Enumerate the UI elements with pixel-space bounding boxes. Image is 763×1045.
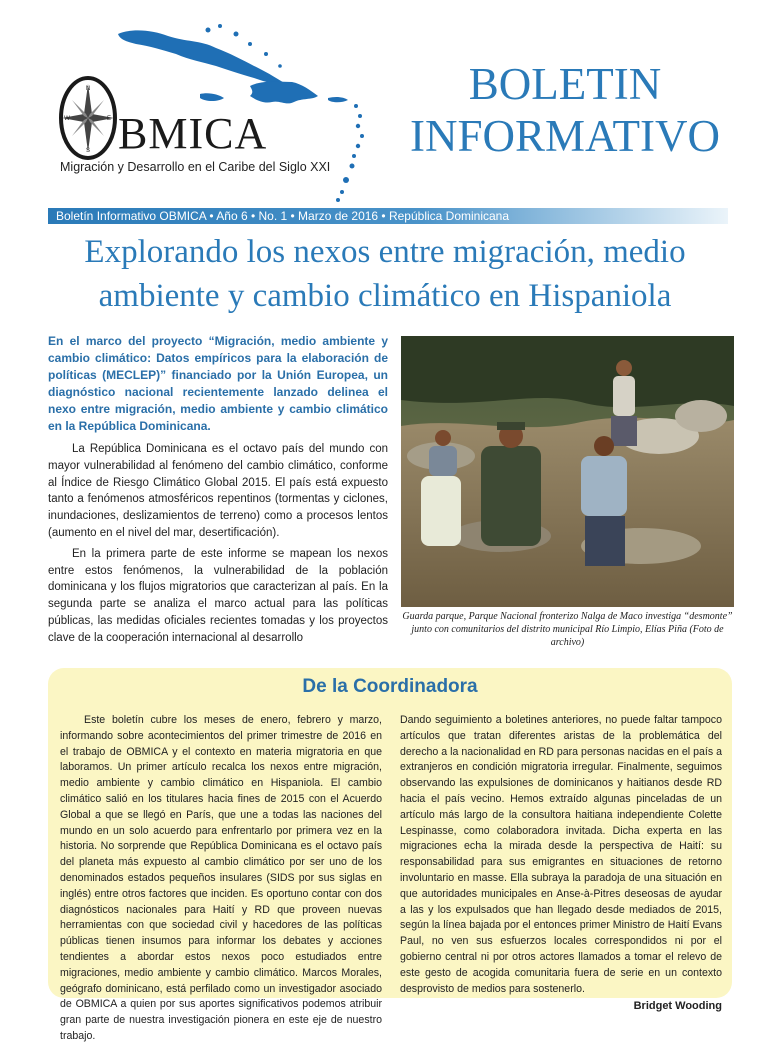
body-paragraph: La República Dominicana es el octavo país del mundo con mayor vulnerabilidad al fenómeno del cambio climático, conforme al Índice de Riesgo Climático Global 2015. El país está expuesto tanto a fenómenos atmosféricos repentinos (tormentas y ciclones, inundaciones, deslizamientos de terreno) como a procesos lentos (aumento en el nivel del mar, desertificación). bbox=[48, 443, 388, 539]
body-paragraph: En la primera parte de este informe se mapean los nexos entre estos fenómenos, la vulnerabilidad de la población dominicana y los flujos migratorios que caracterizan al país. En la segunda parte se analiza el marco actual para las políticas públicas, las medidas oficiales recientes tomadas y los proyectos clave de la cooperación internacional al desarrollo bbox=[48, 547, 388, 644]
compass-n: N bbox=[85, 86, 91, 92]
compass-w: W bbox=[64, 116, 70, 122]
coordinadora-signature: Bridget Wooding bbox=[633, 1000, 722, 1013]
coordinadora-box bbox=[48, 668, 732, 1042]
logo bbox=[40, 20, 370, 210]
article-headline: Explorando los nexos entre migración, medio ambiente y cambio climático en Hispaniola bbox=[84, 234, 686, 314]
masthead-title bbox=[390, 58, 740, 162]
logo-tagline: Migración y Desarrollo en el Caribe del Siglo XXI bbox=[60, 160, 331, 174]
logo-wordmark: BMICA bbox=[118, 109, 268, 158]
coordinadora-paragraph: Dando seguimiento a boletines anteriores, no puede faltar tampoco artículos que tratan diferentes aristas de la problemática del derecho a la nacionalidad en RD para personas nacidas en el país a extranjeros en condición migratoria irregular. Finalmente, seguimos observando las expulsiones de dominicanos y haitianos desde RD hacia el país vecino. Hemos extraído algunas pinceladas de un artículo más largo de la consultora haitiana independiente Colette Lespinasse, como colaboradora invitada. Dicha experta en las migraciones echa la mirada desde la perspectiva de Haití: su responsabilidad para sus emigrantes en situaciones de retorno involuntario en masse. Ella subraya la paradoja de una situación en que autoridades municipales en Anse-à-Pitres deseosas de ayudar a las y los expulsados que han llegado desde mediados de 2015, según la línea bajada por el entonces primer Ministro de Haití Evans Paul, no ven sus esfuerzos locales correspondidos ni por el gobierno central ni por otros actores llamados a tomar el relevo de este gesto de acogida comunitaria fuera de serie en un contexto desprovisto de medios para sostenerlo. bbox=[400, 714, 722, 995]
compass-s: S bbox=[85, 148, 91, 154]
masthead-line-1: BOLETIN bbox=[468, 59, 662, 109]
compass-e: E bbox=[106, 116, 112, 122]
coordinadora-right-column bbox=[400, 713, 722, 1015]
issue-bar: Boletín Informativo OBMICA • Año 6 • No. 1 • Marzo de 2016 • República Dominicana bbox=[48, 208, 728, 224]
article-photo bbox=[401, 336, 734, 607]
photo-caption: Guarda parque, Parque Nacional fronterizo Nalga de Maco investiga “desmonte” junto con comunitarios del distrito municipal Río Limpio, Elías Piña (Foto de archivo) bbox=[402, 611, 733, 648]
photo-illustration bbox=[401, 336, 734, 607]
coordinadora-left-column bbox=[60, 713, 382, 1045]
masthead-line-2: INFORMATIVO bbox=[409, 111, 720, 161]
coordinadora-paragraph: Este boletín cubre los meses de enero, febrero y marzo, informando sobre acontecimientos del primer trimestre de 2016 en el trabajo de OBMICA y el contexto en materia migratoria en que laboramos. Un primer artículo recalca los nexos entre migración, medio ambiente y cambio climático en Hispaniola. El cambio climático salió en los titulares hacia fines de 2015 con el Acuerdo Global a que se llegó en París, que une a todas las naciones del mundo en un solo acuerdo para enfrentarlo por primera vez en la historia. No sorprende que República Dominicana es el octavo país del planeta más expuesto al cambio climático por ser uno de los denominados estados pequeños insulares (SIDS por sus siglas en inglés) entre otros factores que inciden. Es oportuno contar con dos diagnósticos nacionales para Haití y RD que proveen nuevas herramientas con que sociedad civil y hacedores de las políticas públicas tienen insumos para informar los debates y acciones tendientes a abordar estos nexos poco estudiados entre migraciones, medio ambiente y cambio climático. Marcos Morales, geógrafo dominicano, está perfilado como un investigador asociado de OBMICA a quien por sus aportes significativos podemos atribuir gran parte de nuestra investigación pionera en este eje de nuestro trabajo. bbox=[60, 714, 382, 1042]
article-lead: En el marco del proyecto “Migración, medio ambiente y cambio climático: Datos empíricos para la elaboración de políticas (MECLEP)” financiado por la Unión Europea, un diagnóstico nacional recientemente lanzado delinea el nexo entre migración, medio ambiente y cambio climático en la República Dominicana. bbox=[48, 334, 388, 433]
coordinadora-title: De la Coordinadora bbox=[302, 676, 478, 697]
article-body bbox=[48, 441, 388, 651]
compass-icon bbox=[56, 70, 120, 166]
